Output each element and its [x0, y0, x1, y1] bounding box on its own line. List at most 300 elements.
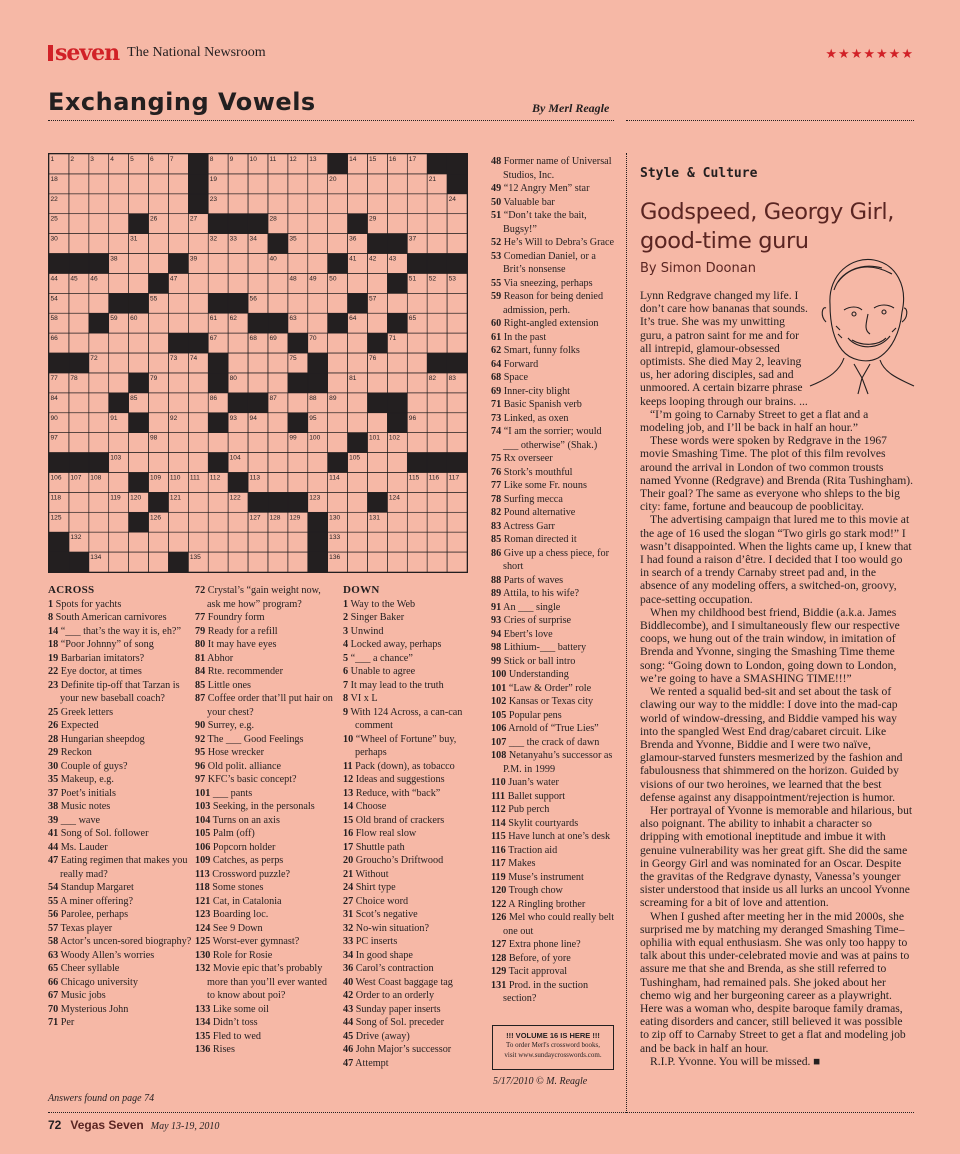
grid-cell[interactable]: [407, 433, 427, 453]
grid-cell[interactable]: [109, 273, 129, 293]
grid-cell[interactable]: [328, 214, 348, 234]
grid-cell[interactable]: [188, 413, 208, 433]
grid-cell[interactable]: [427, 413, 447, 433]
grid-cell[interactable]: [228, 512, 248, 532]
grid-cell[interactable]: [129, 273, 149, 293]
grid-cell[interactable]: [308, 194, 328, 214]
cell-number: 73: [169, 355, 178, 363]
grid-cell[interactable]: [109, 194, 129, 214]
grid-cell[interactable]: [89, 174, 109, 194]
grid-cell[interactable]: [129, 254, 149, 274]
grid-cell[interactable]: [89, 433, 109, 453]
grid-cell[interactable]: [268, 532, 288, 552]
clue-text: KFC’s basic concept?: [205, 774, 297, 785]
grid-cell[interactable]: [348, 413, 368, 433]
cell-number: 98: [150, 434, 158, 442]
clue-text: Groucho’s Driftwood: [353, 855, 444, 866]
grid-cell[interactable]: [149, 393, 169, 413]
clue-item: [48, 733, 192, 747]
clue-text: Locked away, perhaps: [348, 639, 442, 650]
grid-cell[interactable]: [367, 453, 387, 473]
grid-cell[interactable]: [367, 472, 387, 492]
grid-cell[interactable]: [268, 433, 288, 453]
clue-item: [491, 277, 617, 291]
grid-cell[interactable]: [447, 234, 467, 254]
black-square: [328, 453, 348, 473]
grid-cell[interactable]: [129, 194, 149, 214]
clue-item: [491, 196, 617, 210]
grid-cell[interactable]: [308, 313, 328, 333]
grid-cell[interactable]: [268, 373, 288, 393]
clue-number: 11: [343, 760, 353, 772]
grid-cell[interactable]: [328, 433, 348, 453]
grid-cell[interactable]: [89, 234, 109, 254]
grid-cell[interactable]: [129, 532, 149, 552]
clue-text: Mel who could really belt one out: [503, 912, 615, 937]
grid-cell[interactable]: [69, 293, 89, 313]
black-square: [367, 333, 387, 353]
clue-text: Drive (away): [353, 1030, 410, 1042]
grid-cell[interactable]: [129, 353, 149, 373]
volume-ad-url[interactable]: visit www.sundaycrosswords.com.: [504, 1051, 602, 1059]
grid-cell[interactable]: [427, 214, 447, 234]
clue-item: [343, 827, 483, 841]
grid-cell[interactable]: [268, 552, 288, 572]
grid-cell[interactable]: [168, 234, 188, 254]
grid-cell[interactable]: [288, 214, 308, 234]
grid-cell[interactable]: [348, 472, 368, 492]
grid-cell[interactable]: [447, 433, 467, 453]
cell-number: 134: [90, 554, 102, 562]
grid-cell[interactable]: [208, 552, 228, 572]
grid-cell[interactable]: [348, 353, 368, 373]
grid-cell[interactable]: [208, 433, 228, 453]
grid-cell[interactable]: [149, 453, 169, 473]
clue-text: Via sneezing, perhaps: [501, 277, 593, 289]
grid-cell[interactable]: [149, 174, 169, 194]
black-square: [268, 234, 288, 254]
clue-item: [491, 884, 617, 898]
grid-cell[interactable]: [89, 194, 109, 214]
grid-cell[interactable]: [149, 532, 169, 552]
grid-cell[interactable]: [208, 532, 228, 552]
grid-cell[interactable]: [109, 433, 129, 453]
grid-cell[interactable]: [69, 194, 89, 214]
grid-cell[interactable]: [407, 373, 427, 393]
logo-bar-icon: [48, 45, 53, 61]
grid-cell[interactable]: [447, 313, 467, 333]
grid-cell[interactable]: [228, 552, 248, 572]
black-square: [129, 214, 149, 234]
grid-cell[interactable]: [228, 532, 248, 552]
grid-cell[interactable]: [168, 433, 188, 453]
cell-number: 108: [90, 474, 102, 482]
grid-cell[interactable]: [427, 492, 447, 512]
grid-cell[interactable]: [228, 333, 248, 353]
grid-cell[interactable]: [427, 433, 447, 453]
grid-cell[interactable]: [89, 373, 109, 393]
clue-number: 118: [195, 882, 210, 893]
grid-cell[interactable]: [407, 214, 427, 234]
clue-item: [195, 962, 335, 1003]
cell-number: 41: [349, 255, 357, 263]
grid-cell[interactable]: [407, 393, 427, 413]
grid-cell[interactable]: [288, 194, 308, 214]
grid-cell[interactable]: [367, 413, 387, 433]
grid-cell[interactable]: [188, 512, 208, 532]
grid-cell[interactable]: [188, 453, 208, 473]
grid-cell[interactable]: [168, 214, 188, 234]
clue-item: [491, 290, 617, 317]
grid-cell[interactable]: [188, 433, 208, 453]
crossword-grid[interactable]: [48, 153, 468, 573]
grid-cell[interactable]: [308, 453, 328, 473]
grid-cell[interactable]: [407, 293, 427, 313]
grid-cell[interactable]: [328, 373, 348, 393]
clue-text: Didn’t toss: [210, 1017, 258, 1028]
grid-cell[interactable]: [248, 552, 268, 572]
grid-cell[interactable]: [188, 532, 208, 552]
clue-text: Attempt: [353, 1057, 389, 1069]
black-square: [208, 413, 228, 433]
clue-number: 39: [48, 814, 59, 826]
grid-cell[interactable]: [188, 492, 208, 512]
clue-text: “I am the sorrier; would ___ otherwise” (Shak.): [501, 426, 602, 451]
grid-cell[interactable]: [447, 393, 467, 413]
puzzle-byline: By Merl Reagle: [532, 101, 610, 115]
grid-cell[interactable]: [367, 313, 387, 333]
grid-cell[interactable]: [348, 492, 368, 512]
grid-cell[interactable]: [89, 393, 109, 413]
grid-cell[interactable]: [427, 333, 447, 353]
grid-cell[interactable]: [367, 532, 387, 552]
grid-cell[interactable]: [109, 552, 129, 572]
grid-cell[interactable]: [308, 293, 328, 313]
grid-cell[interactable]: [268, 293, 288, 313]
grid-cell[interactable]: [248, 273, 268, 293]
grid-cell[interactable]: [149, 333, 169, 353]
grid-cell[interactable]: [308, 472, 328, 492]
grid-cell[interactable]: [427, 393, 447, 413]
grid-cell[interactable]: [268, 472, 288, 492]
grid-cell[interactable]: [149, 552, 169, 572]
grid-cell[interactable]: [168, 174, 188, 194]
grid-cell[interactable]: [447, 413, 467, 433]
grid-cell[interactable]: [447, 532, 467, 552]
grid-cell[interactable]: [228, 273, 248, 293]
black-square: [168, 552, 188, 572]
grid-cell[interactable]: [188, 234, 208, 254]
grid-cell[interactable]: [407, 353, 427, 373]
cell-number: 99: [289, 434, 297, 442]
grid-cell[interactable]: [248, 453, 268, 473]
clue-number: 24: [343, 882, 354, 893]
grid-cell[interactable]: [387, 174, 407, 194]
grid-cell[interactable]: [407, 174, 427, 194]
grid-cell[interactable]: [109, 373, 129, 393]
grid-cell[interactable]: [89, 214, 109, 234]
clue-text: Pound alternative: [501, 507, 576, 518]
grid-cell[interactable]: [69, 214, 89, 234]
grid-cell[interactable]: [248, 373, 268, 393]
grid-cell[interactable]: [69, 174, 89, 194]
grid-cell[interactable]: [168, 313, 188, 333]
grid-cell[interactable]: [427, 313, 447, 333]
black-square: [367, 393, 387, 413]
grid-cell[interactable]: [129, 453, 149, 473]
grid-cell[interactable]: [129, 333, 149, 353]
grid-cell[interactable]: [248, 353, 268, 373]
grid-cell[interactable]: [367, 552, 387, 572]
clue-number: 28: [48, 733, 59, 745]
cell-number: 42: [368, 255, 377, 263]
grid-cell[interactable]: [387, 373, 407, 393]
grid-cell[interactable]: [308, 174, 328, 194]
grid-cell[interactable]: [69, 413, 89, 433]
grid-cell[interactable]: [268, 273, 288, 293]
grid-cell[interactable]: [228, 353, 248, 373]
grid-cell[interactable]: [387, 353, 407, 373]
clue-text: Comedian Daniel, or a Brit’s nonsense: [501, 250, 596, 275]
grid-cell[interactable]: [69, 512, 89, 532]
grid-cell[interactable]: [89, 492, 109, 512]
grid-cell[interactable]: [407, 333, 427, 353]
grid-cell[interactable]: [288, 174, 308, 194]
grid-cell[interactable]: [69, 492, 89, 512]
grid-cell[interactable]: [328, 194, 348, 214]
grid-cell[interactable]: [387, 552, 407, 572]
grid-cell[interactable]: [447, 214, 467, 234]
grid-cell[interactable]: [69, 234, 89, 254]
clue-text: Little ones: [205, 679, 252, 691]
grid-cell[interactable]: [288, 532, 308, 552]
grid-cell[interactable]: [268, 174, 288, 194]
black-square: [288, 373, 308, 393]
clue-text: Worst-ever gymnast?: [210, 936, 300, 947]
black-square: [248, 313, 268, 333]
grid-cell[interactable]: [407, 552, 427, 572]
clue-number: 14: [343, 801, 354, 812]
grid-cell[interactable]: [89, 333, 109, 353]
grid-cell[interactable]: [367, 373, 387, 393]
cell-number: 77: [50, 374, 58, 382]
grid-cell[interactable]: [387, 214, 407, 234]
clue-item: [195, 665, 335, 679]
grid-cell[interactable]: [348, 273, 368, 293]
grid-cell[interactable]: [228, 254, 248, 274]
grid-cell[interactable]: [288, 393, 308, 413]
grid-cell[interactable]: [387, 512, 407, 532]
grid-cell[interactable]: [129, 552, 149, 572]
grid-cell[interactable]: [149, 413, 169, 433]
clue-number: 10: [343, 733, 354, 745]
grid-cell[interactable]: [387, 194, 407, 214]
grid-cell[interactable]: [208, 254, 228, 274]
grid-cell[interactable]: [407, 512, 427, 532]
grid-cell[interactable]: [208, 273, 228, 293]
grid-cell[interactable]: [288, 453, 308, 473]
grid-cell[interactable]: [367, 194, 387, 214]
grid-cell[interactable]: [387, 472, 407, 492]
grid-cell[interactable]: [188, 313, 208, 333]
grid-cell[interactable]: [427, 512, 447, 532]
clue-text: Poet’s initials: [58, 787, 116, 799]
grid-cell[interactable]: [348, 174, 368, 194]
grid-cell[interactable]: [248, 254, 268, 274]
grid-cell[interactable]: [149, 313, 169, 333]
grid-cell[interactable]: [208, 492, 228, 512]
grid-cell[interactable]: [188, 373, 208, 393]
clue-number: 9: [343, 706, 349, 718]
grid-cell[interactable]: [168, 194, 188, 214]
grid-cell[interactable]: [348, 393, 368, 413]
grid-cell[interactable]: [168, 532, 188, 552]
grid-cell[interactable]: [89, 512, 109, 532]
grid-cell[interactable]: [248, 433, 268, 453]
grid-cell[interactable]: [328, 234, 348, 254]
grid-cell[interactable]: [69, 333, 89, 353]
grid-cell[interactable]: [447, 552, 467, 572]
grid-cell[interactable]: [387, 293, 407, 313]
grid-cell[interactable]: [427, 532, 447, 552]
grid-cell[interactable]: [89, 293, 109, 313]
grid-cell[interactable]: [248, 174, 268, 194]
clue-item: [48, 1003, 192, 1017]
black-square: [188, 194, 208, 214]
grid-cell[interactable]: [268, 353, 288, 373]
grid-cell[interactable]: [308, 254, 328, 274]
grid-cell[interactable]: [149, 353, 169, 373]
article-paragraph: When my childhood best friend, Biddie (a.k.a. James Biddlecombe), and I simultaneously flew our respective coops, we hung out of the train window, in imitation of Brenda and Yvonne, singing the Smashing Time theme song: “Going down to London, going down to London, we’re going to have a SMASHING TIME!!!”: [640, 605, 900, 685]
clue-number: 43: [343, 1003, 354, 1015]
grid-cell[interactable]: [149, 254, 169, 274]
grid-cell[interactable]: [288, 293, 308, 313]
grid-cell[interactable]: [348, 333, 368, 353]
grid-cell[interactable]: [69, 393, 89, 413]
grid-cell[interactable]: [427, 293, 447, 313]
cell-number: 28: [269, 215, 277, 223]
grid-cell[interactable]: [328, 413, 348, 433]
cell-number: 88: [309, 394, 317, 402]
cell-number: 94: [249, 414, 257, 422]
grid-cell[interactable]: [427, 552, 447, 572]
grid-cell[interactable]: [109, 353, 129, 373]
grid-cell[interactable]: [168, 393, 188, 413]
grid-cell[interactable]: [328, 353, 348, 373]
grid-cell[interactable]: [387, 532, 407, 552]
grid-cell[interactable]: [367, 174, 387, 194]
grid-cell[interactable]: [407, 194, 427, 214]
grid-cell[interactable]: [328, 293, 348, 313]
clue-number: 132: [195, 963, 211, 974]
grid-cell[interactable]: [109, 234, 129, 254]
clue-item: [491, 736, 617, 750]
clue-text: Attila, to his wife?: [501, 588, 579, 599]
cell-number: 127: [249, 514, 261, 522]
grid-cell[interactable]: [149, 234, 169, 254]
grid-cell[interactable]: [348, 532, 368, 552]
grid-cell[interactable]: [328, 492, 348, 512]
clue-number: 62: [491, 345, 502, 356]
grid-cell[interactable]: [268, 453, 288, 473]
cell-number: 82: [428, 374, 437, 382]
grid-cell[interactable]: [168, 373, 188, 393]
grid-cell[interactable]: [407, 492, 427, 512]
clue-number: 61: [491, 331, 502, 343]
grid-cell[interactable]: [109, 333, 129, 353]
grid-cell[interactable]: [447, 293, 467, 313]
grid-cell[interactable]: [109, 512, 129, 532]
grid-cell[interactable]: [228, 194, 248, 214]
cell-number: 8: [209, 156, 214, 163]
grid-cell[interactable]: [69, 313, 89, 333]
clue-text: Palm (off): [210, 828, 255, 839]
grid-cell[interactable]: [149, 194, 169, 214]
grid-cell[interactable]: [109, 214, 129, 234]
grid-cell[interactable]: [288, 472, 308, 492]
grid-cell[interactable]: [268, 413, 288, 433]
grid-cell[interactable]: [268, 194, 288, 214]
grid-cell[interactable]: [109, 472, 129, 492]
grid-cell[interactable]: [228, 174, 248, 194]
grid-cell[interactable]: [447, 333, 467, 353]
grid-cell[interactable]: [109, 174, 129, 194]
grid-cell[interactable]: [228, 433, 248, 453]
grid-cell[interactable]: [447, 512, 467, 532]
grid-cell[interactable]: [89, 413, 109, 433]
grid-cell[interactable]: [129, 174, 149, 194]
grid-cell[interactable]: [308, 234, 328, 254]
grid-cell[interactable]: [89, 532, 109, 552]
grid-cell[interactable]: [447, 492, 467, 512]
clue-item: [343, 692, 483, 706]
grid-cell[interactable]: [168, 453, 188, 473]
grid-cell[interactable]: [348, 552, 368, 572]
grid-cell[interactable]: [407, 532, 427, 552]
grid-cell[interactable]: [69, 433, 89, 453]
grid-cell[interactable]: [188, 393, 208, 413]
grid-cell[interactable]: [308, 214, 328, 234]
grid-cell[interactable]: [367, 273, 387, 293]
grid-cell[interactable]: [348, 512, 368, 532]
grid-cell[interactable]: [208, 512, 228, 532]
grid-cell[interactable]: [188, 293, 208, 313]
cell-number: 105: [349, 454, 361, 462]
crossword-grid-svg: [49, 154, 469, 574]
clue-item: [491, 155, 617, 182]
grid-cell[interactable]: [387, 453, 407, 473]
cell-number: 79: [150, 374, 158, 382]
grid-cell[interactable]: [288, 552, 308, 572]
grid-cell[interactable]: [427, 194, 447, 214]
clue-text: Cheer syllable: [58, 963, 120, 974]
grid-cell[interactable]: [248, 194, 268, 214]
grid-cell[interactable]: [109, 532, 129, 552]
clue-number: 125: [195, 936, 211, 947]
clue-item: [48, 814, 192, 828]
cell-number: 5: [130, 156, 134, 163]
grid-cell[interactable]: [168, 293, 188, 313]
grid-cell[interactable]: [248, 532, 268, 552]
grid-cell[interactable]: [188, 273, 208, 293]
grid-cell[interactable]: [328, 333, 348, 353]
grid-cell[interactable]: [348, 194, 368, 214]
grid-cell[interactable]: [427, 234, 447, 254]
cell-number: 124: [388, 494, 400, 502]
grid-cell[interactable]: [288, 254, 308, 274]
grid-cell[interactable]: [129, 433, 149, 453]
grid-cell[interactable]: [168, 512, 188, 532]
